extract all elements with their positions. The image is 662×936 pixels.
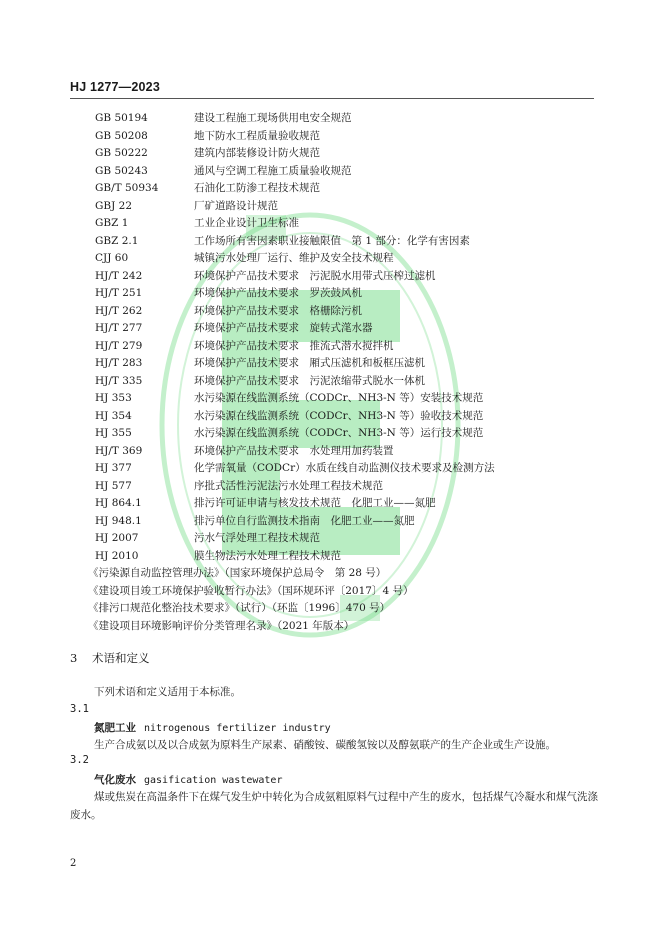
reference-title: 环境保护产品技术要求 旋转式滗水器 bbox=[194, 322, 373, 334]
reference-code: GB 50194 bbox=[95, 112, 148, 124]
reference-code: HJ 377 bbox=[95, 462, 132, 474]
term-title-en: nitrogenous fertilizer industry bbox=[144, 723, 331, 734]
reference-code: HJ 2010 bbox=[95, 549, 139, 562]
reference-code: HJ/T 335 bbox=[95, 374, 143, 387]
reference-code: HJ/T 262 bbox=[95, 304, 143, 317]
term-number: 3.1 bbox=[70, 703, 89, 715]
reference-code: HJ 577 bbox=[95, 479, 132, 492]
reference-code: GBZ 1 bbox=[95, 217, 129, 229]
reference-title: 水污染源在线监测系统（CODCr、NH3-N 等）验收技术规范 bbox=[194, 409, 484, 422]
reference-code: HJ 2007 bbox=[95, 532, 139, 544]
reference-code: CJJ 60 bbox=[95, 252, 129, 264]
reference-title: 工作场所有害因素职业接触限值 第 1 部分：化学有害因素 bbox=[194, 234, 470, 247]
reference-code: HJ 948.1 bbox=[95, 514, 142, 527]
reference-code: HJ 864.1 bbox=[95, 497, 142, 509]
reference-code: GB 50208 bbox=[95, 129, 148, 142]
regulation-document: 《排污口规范化整治技术要求》（试行）（环监〔1996〕470 号） bbox=[88, 602, 391, 614]
reference-title: 环境保护产品技术要求 厢式压滤机和板框压滤机 bbox=[194, 357, 425, 369]
reference-code: GBJ 22 bbox=[95, 199, 133, 212]
reference-title: 环境保护产品技术要求 罗茨鼓风机 bbox=[194, 287, 362, 299]
reference-code: HJ 354 bbox=[95, 409, 132, 422]
reference-title: 石油化工防渗工程技术规范 bbox=[194, 182, 320, 194]
reference-title: 地下防水工程质量验收规范 bbox=[194, 129, 320, 142]
term-definition: 煤或焦炭在高温条件下在煤气发生炉中转化为合成氨粗原料气过程中产生的废水，包括煤气冷凝水和煤气洗涤废水。 bbox=[70, 791, 598, 821]
section-title: 术语和定义 bbox=[92, 651, 150, 665]
reference-code: HJ 355 bbox=[95, 427, 132, 439]
reference-title: 排污许可证申请与核发技术规范 化肥工业——氮肥 bbox=[194, 497, 436, 509]
reference-title: 工业企业设计卫生标准 bbox=[194, 217, 299, 229]
reference-title: 排污单位自行监测技术指南 化肥工业——氮肥 bbox=[194, 514, 415, 527]
term-title bbox=[94, 720, 331, 735]
reference-code: HJ/T 251 bbox=[95, 287, 143, 299]
reference-code: GBZ 2.1 bbox=[95, 234, 139, 247]
reference-code: HJ/T 283 bbox=[95, 357, 143, 369]
reference-title: 城镇污水处理厂运行、维护及安全技术规程 bbox=[194, 252, 394, 264]
section-intro: 下列术语和定义适用于本标准。 bbox=[94, 686, 241, 698]
regulation-document: 《建设项目竣工环境保护验收暂行办法》（国环规环评〔2017〕4 号） bbox=[88, 584, 414, 597]
reference-title: 环境保护产品技术要求 污泥浓缩带式脱水一体机 bbox=[194, 374, 425, 387]
reference-title: 通风与空调工程施工质量验收规范 bbox=[194, 164, 352, 177]
term-title-cn: 氮肥工业 bbox=[94, 722, 136, 734]
regulation-document: 《污染源自动监控管理办法》（国家环境保护总局令 第 28 号） bbox=[88, 567, 387, 579]
header-divider bbox=[70, 98, 594, 99]
term-number: 3.2 bbox=[70, 754, 89, 766]
page-number: 2 bbox=[70, 858, 77, 869]
reference-code: HJ/T 369 bbox=[95, 444, 143, 457]
section-number: 3 bbox=[70, 651, 78, 665]
reference-title: 环境保护产品技术要求 格栅除污机 bbox=[194, 304, 362, 317]
regulation-document: 《建设项目环境影响评价分类管理名录》（2021 年版本） bbox=[88, 619, 355, 632]
section-heading bbox=[70, 650, 150, 666]
reference-code: GB 50243 bbox=[95, 164, 148, 177]
reference-title: 水污染源在线监测系统（CODCr、NH3-N 等）运行技术规范 bbox=[194, 427, 484, 439]
term-title-cn: 气化废水 bbox=[94, 774, 136, 786]
reference-title: 序批式活性污泥法污水处理工程技术规范 bbox=[194, 479, 383, 492]
term-title bbox=[94, 772, 282, 787]
reference-code: HJ/T 279 bbox=[95, 339, 143, 352]
reference-title: 化学需氧量（CODCr）水质在线自动监测仪技术要求及检测方法 bbox=[194, 462, 495, 474]
reference-title: 建筑内部装修设计防火规范 bbox=[194, 147, 320, 159]
reference-code: HJ 353 bbox=[95, 392, 132, 404]
standard-code-header: HJ 1277—2023 bbox=[70, 80, 160, 94]
reference-title: 厂矿道路设计规范 bbox=[194, 199, 278, 212]
reference-title: 水污染源在线监测系统（CODCr、NH3-N 等）安装技术规范 bbox=[194, 392, 484, 404]
reference-code: GB 50222 bbox=[95, 147, 148, 159]
term-title-en: gasification wastewater bbox=[144, 775, 283, 786]
reference-title: 环境保护产品技术要求 水处理用加药装置 bbox=[194, 444, 394, 457]
reference-code: GB/T 50934 bbox=[95, 182, 159, 194]
reference-title: 环境保护产品技术要求 污泥脱水用带式压榨过滤机 bbox=[194, 269, 436, 282]
reference-title: 环境保护产品技术要求 推流式潜水搅拌机 bbox=[194, 339, 394, 352]
reference-title: 膜生物法污水处理工程技术规范 bbox=[194, 549, 341, 562]
term-definition: 生产合成氨以及以合成氨为原料生产尿素、硝酸铵、碳酸氢铵以及醇氨联产的生产企业或生产设施。 bbox=[94, 739, 556, 751]
reference-code: HJ/T 242 bbox=[95, 269, 143, 282]
reference-code: HJ/T 277 bbox=[95, 322, 143, 334]
reference-title: 建设工程施工现场供用电安全规范 bbox=[194, 112, 352, 124]
reference-title: 污水气浮处理工程技术规范 bbox=[194, 532, 320, 544]
